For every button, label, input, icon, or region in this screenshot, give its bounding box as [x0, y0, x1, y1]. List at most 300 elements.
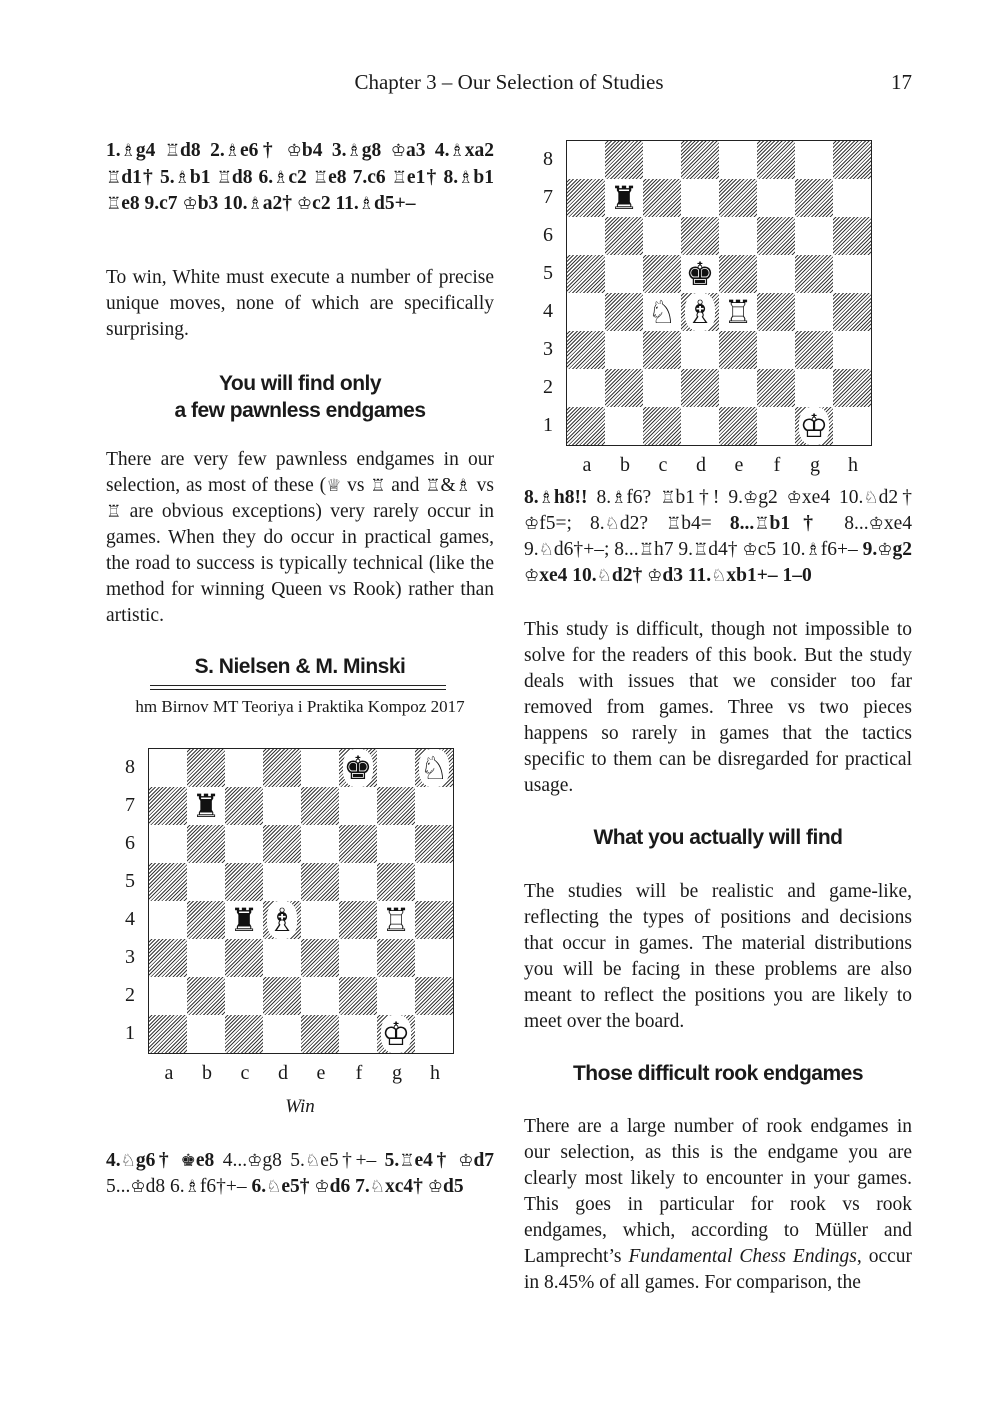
board-square: [339, 977, 377, 1015]
file-label: d: [278, 1062, 288, 1084]
text-run: g2: [892, 539, 912, 560]
text-run: d8 6.: [231, 166, 274, 188]
chess-piece-glyph: ♔: [314, 1177, 330, 1197]
white-bishop-icon: ♗: [267, 901, 297, 939]
chess-piece-glyph: ♘: [266, 1177, 282, 1197]
black-king-icon: ♚: [685, 255, 715, 293]
text-run: 8.: [596, 487, 612, 508]
text-run: e1† 8.: [406, 166, 459, 188]
rank-label: 8: [125, 756, 135, 778]
board-square: [795, 255, 833, 293]
chess-piece-glyph: ♘: [304, 1151, 321, 1171]
board-square: [795, 179, 833, 217]
board-square: [225, 1015, 263, 1053]
board-square: [719, 255, 757, 293]
board-square: [605, 217, 643, 255]
board-square: [757, 407, 795, 445]
black-rook-icon: ♜: [191, 787, 221, 825]
text-run: c5 10.: [757, 539, 806, 560]
board-square: [719, 141, 757, 179]
board-square: [795, 141, 833, 179]
board-square: [301, 977, 339, 1015]
board-square: [795, 217, 833, 255]
board-square: [339, 825, 377, 863]
board-square: [757, 141, 795, 179]
board-square: [415, 977, 453, 1015]
board-square: [225, 977, 263, 1015]
board-square: [605, 293, 643, 331]
board-square: [795, 331, 833, 369]
file-label: f: [355, 1062, 363, 1084]
board-square: [567, 331, 605, 369]
board-square: [263, 977, 301, 1015]
board-square: [567, 293, 605, 331]
chess-piece-glyph: ♖: [425, 476, 441, 496]
file-label: g: [392, 1062, 402, 1084]
board-square: [643, 141, 681, 179]
text-run: d6 7.: [329, 1176, 370, 1197]
chess-piece-glyph: ♔: [524, 514, 540, 534]
board-square: [187, 977, 225, 1015]
board-square: [149, 901, 187, 939]
study-source: hm Birnov MT Teoriya i Praktika Kompoz 2017: [135, 697, 465, 716]
text-run: g8 5.: [262, 1150, 305, 1171]
black-rook-icon: ♜: [609, 179, 639, 217]
board-square: [301, 1015, 339, 1053]
board-square: [833, 293, 871, 331]
board-square: [681, 331, 719, 369]
text-run: xe4 9.: [524, 513, 912, 560]
text-run: c2: [288, 166, 313, 188]
text-run: h8!!: [553, 487, 597, 508]
board-square: [605, 255, 643, 293]
solution-moves-left-bottom: [106, 1148, 494, 1200]
text-run: Fundamental Chess Endings: [628, 1246, 857, 1267]
text-run: 8...: [729, 513, 755, 534]
text-run: 5.: [384, 1150, 400, 1171]
white-king-icon: ♔: [799, 407, 829, 445]
board-square: [301, 787, 339, 825]
board-square: [225, 787, 263, 825]
board-square: [605, 369, 643, 407]
board-square: [567, 369, 605, 407]
board-square: [567, 407, 605, 445]
chess-piece-glyph: ♗: [455, 476, 471, 496]
text-run: d6†+–; 8...: [553, 539, 639, 560]
board-square: [833, 255, 871, 293]
file-label: e: [316, 1062, 326, 1084]
chess-piece-glyph: ♗: [247, 194, 263, 214]
solution-moves-left: [106, 138, 494, 218]
file-label: a: [164, 1062, 174, 1084]
board-square: [415, 901, 453, 939]
board-square: [301, 901, 339, 939]
board-square: [757, 255, 795, 293]
board-square: [681, 407, 719, 445]
board-square: [681, 369, 719, 407]
section-heading-what-you-find: What you actually will find: [593, 826, 843, 849]
board-square: [757, 369, 795, 407]
board-square: [263, 863, 301, 901]
text-run: g4: [135, 140, 165, 161]
text-run: d2†: [878, 487, 913, 508]
rank-label: 5: [125, 870, 135, 892]
white-king-icon: ♔: [381, 1015, 411, 1053]
title-rule-top: [150, 685, 446, 686]
chess-piece-glyph: ♗: [458, 167, 474, 188]
chess-piece-glyph: ♔: [427, 1177, 444, 1197]
chess-piece-glyph: ♖: [391, 167, 407, 188]
chess-piece-glyph: ♗: [346, 141, 362, 161]
text-run: and: [385, 475, 426, 496]
chess-piece-glyph: ♗: [611, 488, 627, 508]
text-run: 8.: [524, 487, 539, 508]
chess-piece-glyph: ♖: [164, 141, 181, 161]
board-square: [339, 863, 377, 901]
white-bishop-icon: ♗: [685, 293, 715, 331]
text-run: b1: [473, 166, 494, 188]
chess-diagram-left: [148, 748, 454, 1054]
rank-label: 2: [125, 984, 135, 1006]
text-run: c2 11.: [312, 193, 359, 214]
text-run: 8...: [844, 513, 869, 534]
text-run: a2†: [262, 193, 297, 214]
running-header-title: Chapter 3 – Our Selection of Studies: [354, 70, 664, 94]
chess-piece-glyph: ♕: [326, 476, 342, 496]
solution-moves-right: [524, 485, 912, 589]
section-heading-rook-endgames: Those difficult rook endgames: [572, 1062, 864, 1085]
board-square: [149, 863, 187, 901]
board-square: [339, 901, 377, 939]
file-label: h: [430, 1062, 440, 1084]
chess-piece-glyph: ♘: [596, 566, 612, 586]
text-run: f6+–: [820, 539, 863, 560]
chess-piece-glyph: ♔: [877, 540, 893, 560]
text-run: 1.: [106, 140, 121, 161]
paragraph-study-difficulty: This study is difficult, though not impossible to solve for the readers of this book. But the study deals with issues that we consider too far removed from games. Three vs two pieces happens so rarely in games that the tactics specific to them can be disregarded for practical usage.: [524, 619, 912, 796]
board-square: [833, 407, 871, 445]
diagram-caption: Win: [285, 1096, 315, 1117]
text-run: d3 11.: [662, 565, 712, 586]
text-run: a3 4.: [405, 140, 450, 161]
chess-piece-glyph: ♗: [805, 540, 821, 560]
rank-label: 5: [543, 262, 553, 284]
board-square: [643, 407, 681, 445]
board-square: [187, 749, 225, 787]
rank-label: 2: [543, 376, 553, 398]
rank-label: 7: [125, 794, 135, 816]
board-square: [605, 407, 643, 445]
file-label: e: [734, 454, 744, 476]
chess-piece-glyph: ♘: [604, 514, 620, 534]
board-square: [187, 1015, 225, 1053]
text-run: f6†+–: [199, 1176, 252, 1197]
board-square: [187, 863, 225, 901]
board-square: [377, 863, 415, 901]
text-run: vs: [470, 475, 495, 496]
chess-piece-glyph: ♗: [538, 488, 554, 508]
board-square: [681, 141, 719, 179]
chess-piece-glyph: ♔: [742, 488, 759, 508]
board-square: [225, 749, 263, 787]
rank-label: 6: [125, 832, 135, 854]
board-square: [263, 749, 301, 787]
board-square: [643, 331, 681, 369]
chess-piece-glyph: ♔: [296, 194, 313, 214]
board-square: [567, 217, 605, 255]
rank-label: 1: [125, 1022, 135, 1044]
text-run: xc4†: [385, 1176, 428, 1197]
board-square: [415, 863, 453, 901]
text-run: 6.: [251, 1176, 267, 1197]
chess-piece-glyph: ♗: [273, 167, 289, 188]
text-run: e4†: [414, 1150, 459, 1171]
title-rule-bottom: [150, 689, 446, 690]
text-run: are obvious exceptions) very rarely occur in games. When they do occur in practical games, the road to success is typically technical (like the method for winning Queen vs Rook) rather than artistic.: [106, 501, 494, 626]
board-square: [263, 1015, 301, 1053]
board-square: [757, 179, 795, 217]
board-square: [833, 331, 871, 369]
board-square: [757, 293, 795, 331]
board-square: [567, 141, 605, 179]
chess-piece-glyph: ♔: [130, 1177, 146, 1197]
text-run: d4†: [708, 539, 743, 560]
board-square: [339, 787, 377, 825]
board-square: [225, 825, 263, 863]
board-square: [567, 179, 605, 217]
file-label: a: [582, 454, 592, 476]
rank-label: 6: [543, 224, 553, 246]
file-label: g: [810, 454, 820, 476]
text-run: f6?: [626, 487, 661, 508]
text-run: b4=: [681, 513, 730, 534]
study-title: S. Nielsen & M. Minski: [194, 655, 406, 678]
board-square: [225, 939, 263, 977]
board-square: [833, 217, 871, 255]
file-label: f: [773, 454, 781, 476]
board-square: [719, 179, 757, 217]
rank-label: 3: [543, 338, 553, 360]
board-square: [719, 407, 757, 445]
chess-piece-glyph: ♗: [184, 1177, 200, 1197]
text-run: 4...: [222, 1150, 248, 1171]
board-square: [833, 369, 871, 407]
board-square: [187, 939, 225, 977]
text-run: xb1+– 1–0: [726, 565, 812, 586]
text-run: b4 3.: [301, 140, 347, 161]
board-square: [301, 749, 339, 787]
board-square: [149, 749, 187, 787]
chess-piece-glyph: ♗: [224, 141, 240, 161]
board-square: [833, 179, 871, 217]
board-square: [225, 863, 263, 901]
chess-piece-glyph: ♔: [524, 566, 540, 586]
paragraph-rook-endgames: [524, 1114, 912, 1296]
board-square: [643, 217, 681, 255]
board-square: [149, 977, 187, 1015]
white-knight-icon: ♘: [419, 749, 449, 787]
chess-piece-glyph: ♔: [868, 514, 884, 534]
board-square: [187, 901, 225, 939]
chess-piece-glyph: ♖: [216, 167, 232, 188]
board-square: [415, 939, 453, 977]
chess-piece-glyph: ♚: [180, 1151, 196, 1171]
paragraph-realistic-studies: The studies will be realistic and game-like, reflecting the types of positions and decisions that occur in games. The material distributions you will be facing in these problems are also meant to reflect the positions you are likely to meet over the board.: [524, 881, 912, 1032]
text-run: f5=; 8.: [539, 513, 605, 534]
board-square: [301, 825, 339, 863]
board-square: [681, 217, 719, 255]
text-run: b1†! 9.: [675, 487, 743, 508]
rank-label: 1: [543, 414, 553, 436]
file-label: c: [658, 454, 668, 476]
board-square: [681, 179, 719, 217]
board-square: [301, 863, 339, 901]
chess-piece-glyph: ♖: [660, 488, 676, 508]
chess-piece-glyph: ♖: [106, 502, 122, 522]
board-square: [187, 825, 225, 863]
board-square: [377, 787, 415, 825]
text-run: e6†: [239, 140, 287, 161]
text-run: , occur in 8.45% of all games. For comparison, the: [524, 1246, 912, 1293]
board-square: [833, 141, 871, 179]
black-king-icon: ♚: [343, 749, 373, 787]
board-square: [339, 939, 377, 977]
board-square: [415, 1015, 453, 1053]
paragraph-win-explanation: To win, White must execute a number of precise unique moves, none of which are specifically surprising.: [106, 267, 494, 340]
chess-piece-glyph: ♔: [286, 141, 302, 161]
board-square: [757, 331, 795, 369]
text-run: d1† 5.: [121, 166, 175, 188]
board-square: [149, 825, 187, 863]
chess-piece-glyph: ♔: [182, 194, 198, 214]
file-label: c: [240, 1062, 250, 1084]
board-square: [377, 977, 415, 1015]
text-run: xe4 10.: [539, 565, 597, 586]
text-run: d2?: [619, 513, 667, 534]
board-square: [795, 369, 833, 407]
board-square: [149, 939, 187, 977]
text-run: There are a large number of rook endgames in our selection, as this is the endgame you are clearly most likely to encounter in your games. This goes in particular for rook vs rook endgames, which, according to Müller and Lamprecht’s: [524, 1116, 912, 1267]
paragraph-pawnless: [106, 447, 494, 629]
rank-label: 7: [543, 186, 553, 208]
text-run: xa2: [464, 140, 494, 161]
chess-piece-glyph: ♘: [863, 488, 879, 508]
board-square: [377, 749, 415, 787]
file-label: b: [202, 1062, 212, 1084]
board-square: [263, 825, 301, 863]
text-run: d8 6.: [145, 1176, 185, 1197]
rank-label: 8: [543, 148, 553, 170]
text-run: &: [440, 475, 456, 496]
rank-label: 3: [125, 946, 135, 968]
board-square: [567, 255, 605, 293]
text-run: e8 9.c7: [121, 193, 183, 214]
rank-label: 4: [125, 908, 135, 930]
file-label: d: [696, 454, 706, 476]
text-run: d2†: [611, 565, 648, 586]
text-run: b1: [189, 166, 217, 188]
text-run: g8: [361, 140, 391, 161]
text-run: d5+–: [374, 193, 416, 214]
text-run: 4.: [106, 1150, 121, 1171]
chess-piece-glyph: ♗: [120, 141, 136, 161]
black-rook-icon: ♜: [229, 901, 259, 939]
text-run: There are very few pawnless endgames in our selection, as most of these (: [106, 449, 494, 496]
white-rook-icon: ♖: [723, 293, 753, 331]
chess-piece-glyph: ♔: [786, 488, 802, 508]
text-run: e5†+–: [320, 1150, 385, 1171]
board-square: [149, 1015, 187, 1053]
page-number: 17: [891, 70, 912, 94]
text-run: xe4 10.: [801, 487, 864, 508]
text-run: d8 2.: [180, 140, 225, 161]
chess-diagram-right: [566, 140, 872, 446]
chess-piece-glyph: ♖: [106, 167, 122, 188]
chess-piece-glyph: ♔: [390, 141, 406, 161]
text-run: e8: [195, 1150, 223, 1171]
board-square: [795, 293, 833, 331]
board-square: [643, 255, 681, 293]
chess-piece-glyph: ♖: [106, 194, 122, 214]
board-square: [415, 825, 453, 863]
white-knight-icon: ♘: [647, 293, 677, 331]
chess-piece-glyph: ♖: [692, 540, 709, 560]
board-square: [643, 179, 681, 217]
chess-piece-glyph: ♗: [358, 194, 375, 214]
file-label: b: [620, 454, 630, 476]
section-heading-pawnless: You will find only a few pawnless endgames: [174, 372, 426, 422]
board-square: [643, 369, 681, 407]
chess-piece-glyph: ♖: [638, 540, 654, 560]
board-square: [263, 939, 301, 977]
text-run: g2: [758, 487, 787, 508]
board-square: [719, 217, 757, 255]
text-run: h7 9.: [653, 539, 693, 560]
text-run: e5†: [281, 1176, 315, 1197]
chess-piece-glyph: ♘: [711, 566, 727, 586]
board-square: [149, 787, 187, 825]
board-square: [605, 331, 643, 369]
chess-piece-glyph: ♗: [449, 141, 465, 161]
file-label: h: [848, 454, 858, 476]
chess-piece-glyph: ♔: [458, 1151, 474, 1171]
chess-piece-glyph: ♔: [647, 566, 663, 586]
board-square: [377, 825, 415, 863]
text-run: 9.: [862, 539, 878, 560]
text-run: b1†: [769, 513, 845, 534]
chess-piece-glyph: ♖: [312, 167, 329, 188]
chess-piece-glyph: ♔: [742, 540, 758, 560]
chess-piece-glyph: ♖: [370, 476, 386, 496]
text-run: e8 7.c6: [328, 166, 392, 188]
board-square: [415, 787, 453, 825]
board-square: [605, 141, 643, 179]
text-run: g6†: [135, 1150, 181, 1171]
chess-piece-glyph: ♖: [754, 514, 770, 534]
chess-piece-glyph: ♖: [399, 1151, 415, 1171]
text-run: 5...: [106, 1176, 131, 1197]
board-square: [263, 787, 301, 825]
chess-piece-glyph: ♖: [666, 514, 682, 534]
white-rook-icon: ♖: [381, 901, 411, 939]
text-run: d7: [473, 1150, 495, 1171]
board-square: [377, 939, 415, 977]
board-square: [301, 939, 339, 977]
chess-piece-glyph: ♗: [174, 167, 190, 188]
text-run: d5: [443, 1176, 464, 1197]
chess-piece-glyph: ♘: [538, 540, 554, 560]
chess-piece-glyph: ♘: [120, 1151, 136, 1171]
